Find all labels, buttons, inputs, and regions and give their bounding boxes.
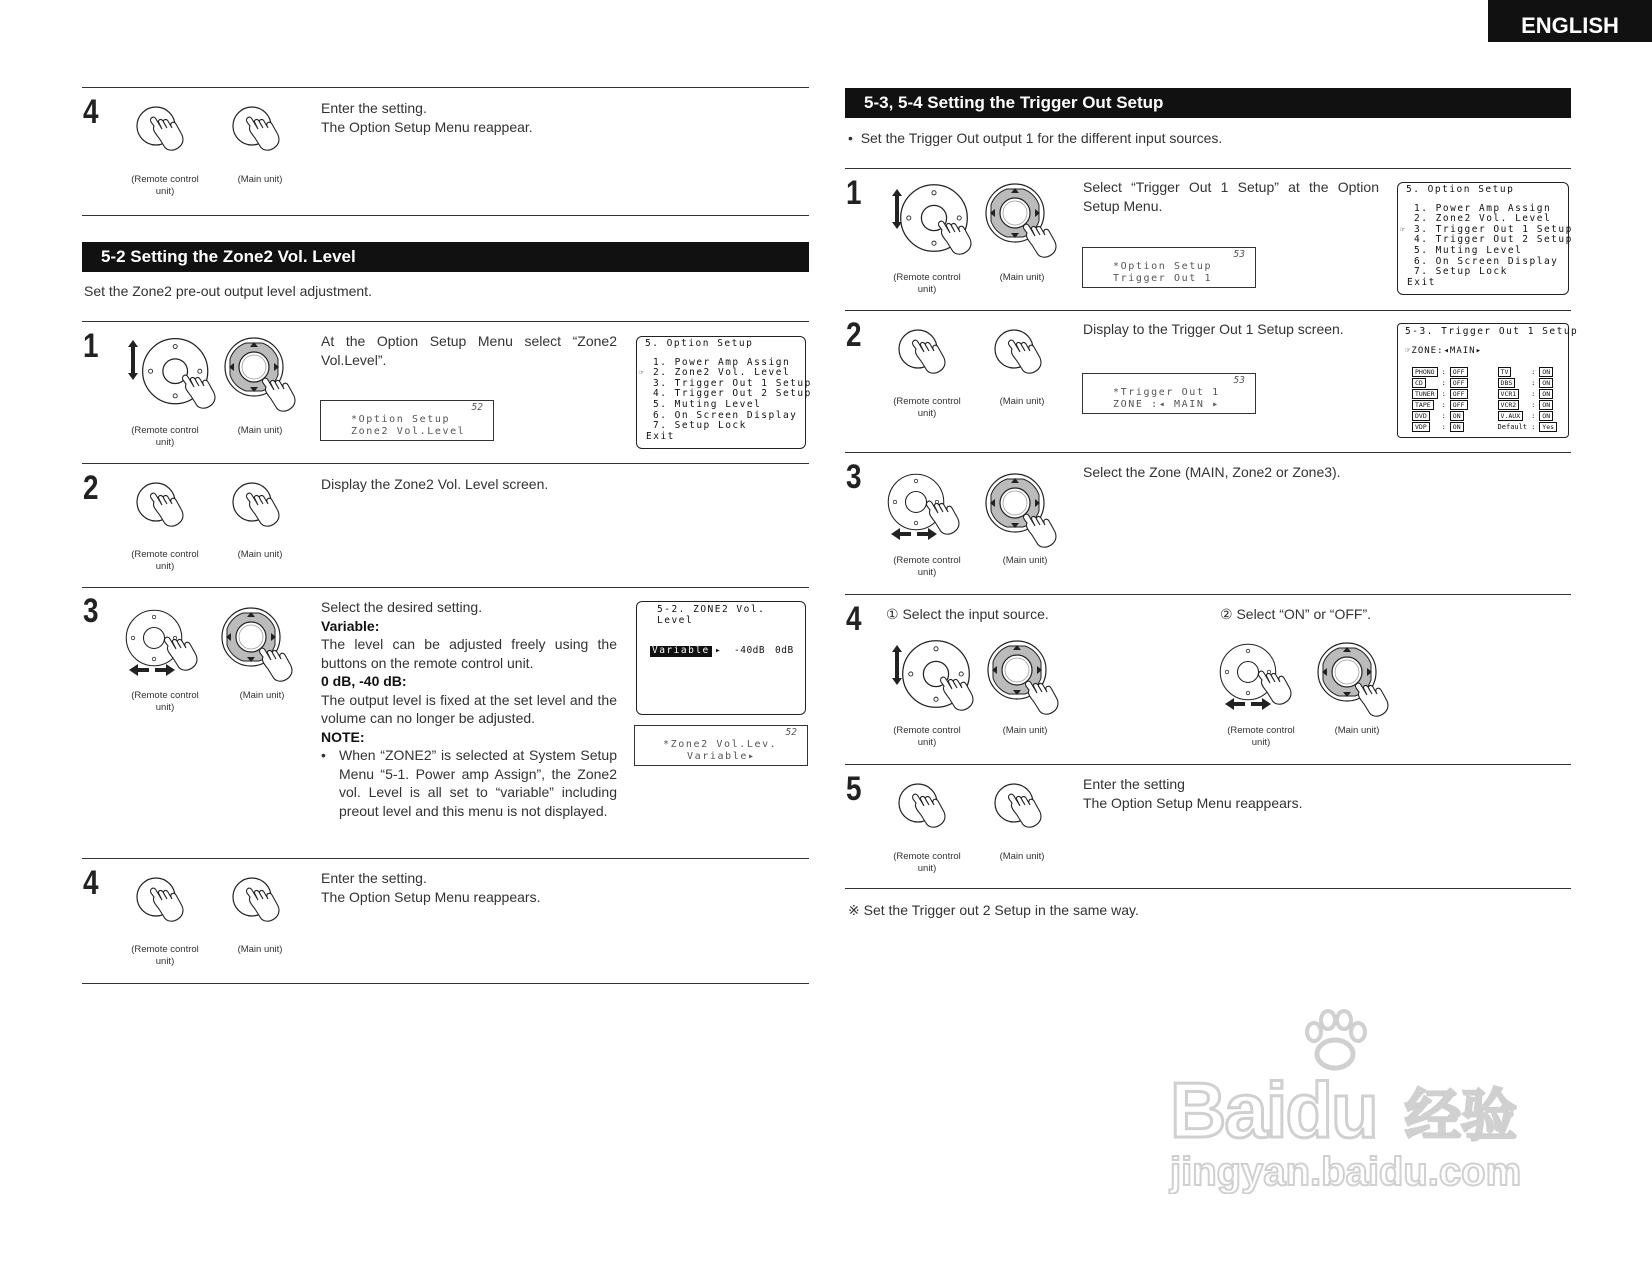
- divider: [845, 452, 1571, 453]
- trigger-row: PHONO : OFF TV : ON: [1410, 366, 1559, 377]
- divider: [82, 87, 809, 88]
- press-button-remote-icon: [136, 106, 196, 166]
- step-text: Display to the Trigger Out 1 Setup screen.: [1083, 321, 1344, 337]
- caption-remote: (Remote control unit): [131, 690, 199, 713]
- divider: [845, 888, 1571, 889]
- option-setup-menu-screen: 5. Option Setup 1. Power Amp Assign 2. Zone2 Vol. Level ☞ 3. Trigger Out 1 Setup 4. Trigger Out 2 Setup 5. Muting Level 6. On Screen Display 7. Setup Lock Exit: [1397, 182, 1569, 295]
- caption-remote: (Remote control unit): [131, 944, 199, 967]
- caption-main: (Main unit): [237, 944, 283, 955]
- step-number: 4: [83, 864, 99, 902]
- step-text-a: ① Select the input source.: [886, 606, 1049, 622]
- step-text: Select the Zone (MAIN, Zone2 or Zone3).: [1083, 464, 1341, 480]
- step-text: Display the Zone2 Vol. Level screen.: [321, 476, 549, 492]
- caption-remote: (Remote control unit): [131, 425, 199, 448]
- left-right-arrow-icon: [891, 528, 939, 542]
- step-text: Enter the setting. The Option Setup Menu reappears.: [321, 870, 541, 905]
- section-title-zone2: 5-2 Setting the Zone2 Vol. Level: [82, 242, 809, 272]
- step-text: Enter the setting The Option Setup Menu reappears.: [1083, 776, 1303, 811]
- step-text: At the Option Setup Menu select “Zone2 Vol.Level”.: [321, 333, 617, 368]
- divider: [82, 321, 809, 322]
- left-right-arrow-icon: [1225, 698, 1273, 712]
- step-number: 1: [846, 174, 862, 212]
- caption-main: (Main unit): [1002, 725, 1048, 736]
- press-button-main-icon: [232, 482, 292, 542]
- main-unit-cursor-pad-icon: [224, 337, 288, 401]
- step-number: 5: [846, 770, 862, 808]
- caption-remote: (Remote control unit): [893, 272, 961, 295]
- main-unit-cursor-pad-icon: [1317, 642, 1381, 706]
- lcd-display: 53 *Trigger Out 1 ZONE :◂ MAIN ▸: [1082, 373, 1256, 414]
- trigger-table: [1410, 366, 1559, 432]
- remote-cursor-pad-icon: [140, 336, 220, 416]
- press-button-main-icon: [994, 783, 1054, 843]
- trigger-row: TUNER : OFF VCR1 : ON: [1410, 388, 1559, 399]
- lcd-display: 52 *Zone2 Vol.Lev. Variable▸: [634, 725, 808, 766]
- trigger-row: CD : OFF DBS : ON: [1410, 377, 1559, 388]
- step-number: 4: [83, 93, 99, 131]
- caption-remote: (Remote control unit): [893, 725, 961, 748]
- press-button-remote-icon: [136, 482, 196, 542]
- left-right-arrow-icon: [129, 664, 177, 678]
- step-number: 3: [83, 592, 99, 630]
- caption-main: (Main unit): [1002, 555, 1048, 566]
- language-badge: ENGLISH: [1488, 0, 1652, 42]
- trigger-out-setup-screen: 5-3. Trigger Out 1 Setup ☞ZONE:◂MAIN▸ PHONO : OFF TV : ON CD : OFF DBS : ON TUNER : OFF VCR1 : ON TAPE : OFF VCR2 : ON DVD : ON V.AUX : ON VDP : ON Default : Yes: [1397, 323, 1569, 438]
- trigger-row: TAPE : OFF VCR2 : ON: [1410, 399, 1559, 410]
- divider: [82, 215, 809, 216]
- section-intro: • Set the Trigger Out output 1 for the different input sources.: [848, 130, 1223, 146]
- main-unit-cursor-pad-icon: [987, 640, 1051, 704]
- step-number: 4: [846, 600, 862, 638]
- footnote: ※ Set the Trigger out 2 Setup in the same way.: [848, 902, 1139, 918]
- caption-main: (Main unit): [1334, 725, 1380, 736]
- caption-main: (Main unit): [239, 690, 285, 701]
- caption-main: (Main unit): [237, 174, 283, 185]
- caption-main: (Main unit): [999, 272, 1045, 283]
- caption-remote: (Remote control unit): [131, 549, 199, 572]
- caption-main: (Main unit): [999, 851, 1045, 862]
- press-button-remote-icon: [898, 783, 958, 843]
- divider: [845, 594, 1571, 595]
- caption-remote: (Remote control unit): [1227, 725, 1295, 748]
- press-button-remote-icon: [898, 329, 958, 389]
- press-button-main-icon: [232, 877, 292, 937]
- lcd-display: 52 *Option Setup Zone2 Vol.Level: [320, 400, 494, 441]
- caption-remote: (Remote control unit): [893, 396, 961, 419]
- caption-main: (Main unit): [999, 396, 1045, 407]
- up-down-arrow-icon: [128, 340, 140, 382]
- press-button-main-icon: [232, 106, 292, 166]
- caption-remote: (Remote control unit): [131, 174, 199, 197]
- step-text-b: ② Select “ON” or “OFF”.: [1220, 606, 1371, 622]
- divider: [82, 463, 809, 464]
- lcd-display: 53 *Option Setup Trigger Out 1: [1082, 247, 1256, 288]
- step-number: 2: [83, 469, 99, 507]
- divider: [82, 858, 809, 859]
- trigger-row: DVD : ON V.AUX : ON: [1410, 410, 1559, 421]
- press-button-main-icon: [994, 329, 1054, 389]
- caption-remote: (Remote control unit): [893, 555, 961, 578]
- baidu-jingyan-watermark: Baidu 经验 jingyan.baidu.com: [1170, 1010, 1550, 1200]
- step-text: Select the desired setting. Variable: The level can be adjusted freely using the buttons on the remote control unit. 0 dB, -40 dB: The output level is fixed at the set level and the volume can no longer be adjusted. NOTE: • When “ZONE2” is selected at System Setup Menu “5-1. Power amp Assign”, the Zone2 vol. Level is all set to “variable” including preout level and this menu is not displayed.: [321, 599, 617, 819]
- divider: [845, 764, 1571, 765]
- step-number: 2: [846, 316, 862, 354]
- section-intro: Set the Zone2 pre-out output level adjustment.: [84, 283, 372, 299]
- press-button-remote-icon: [136, 877, 196, 937]
- trigger-row: VDP : ON Default : Yes: [1410, 421, 1559, 432]
- section-title-trigger: 5-3, 5-4 Setting the Trigger Out Setup: [845, 88, 1571, 118]
- divider: [82, 587, 809, 588]
- divider: [82, 983, 809, 984]
- main-unit-cursor-pad-icon: [985, 473, 1049, 537]
- caption-main: (Main unit): [237, 549, 283, 560]
- option-setup-menu-screen: 5. Option Setup 1. Power Amp Assign ☞ 2. Zone2 Vol. Level 3. Trigger Out 1 Setup 4. Trigger Out 2 Setup 5. Muting Level 6. On Screen Display 7. Setup Lock Exit: [636, 336, 806, 449]
- remote-cursor-pad-icon: [900, 638, 980, 718]
- main-unit-cursor-pad-icon: [985, 183, 1049, 247]
- divider: [845, 310, 1571, 311]
- remote-cursor-pad-icon: [898, 182, 978, 262]
- caption-remote: (Remote control unit): [893, 851, 961, 874]
- caption-main: (Main unit): [237, 425, 283, 436]
- step-text: Select “Trigger Out 1 Setup” at the Option Setup Menu.: [1083, 179, 1379, 214]
- zone2-vol-level-screen: 5-2. ZONE2 Vol. Level Variable ▸ -40dB 0dB: [636, 601, 806, 715]
- divider: [845, 168, 1571, 169]
- step-number: 3: [846, 458, 862, 496]
- step-number: 1: [83, 327, 99, 365]
- step-text: Enter the setting. The Option Setup Menu reappear.: [321, 100, 533, 135]
- main-unit-cursor-pad-icon: [221, 607, 285, 671]
